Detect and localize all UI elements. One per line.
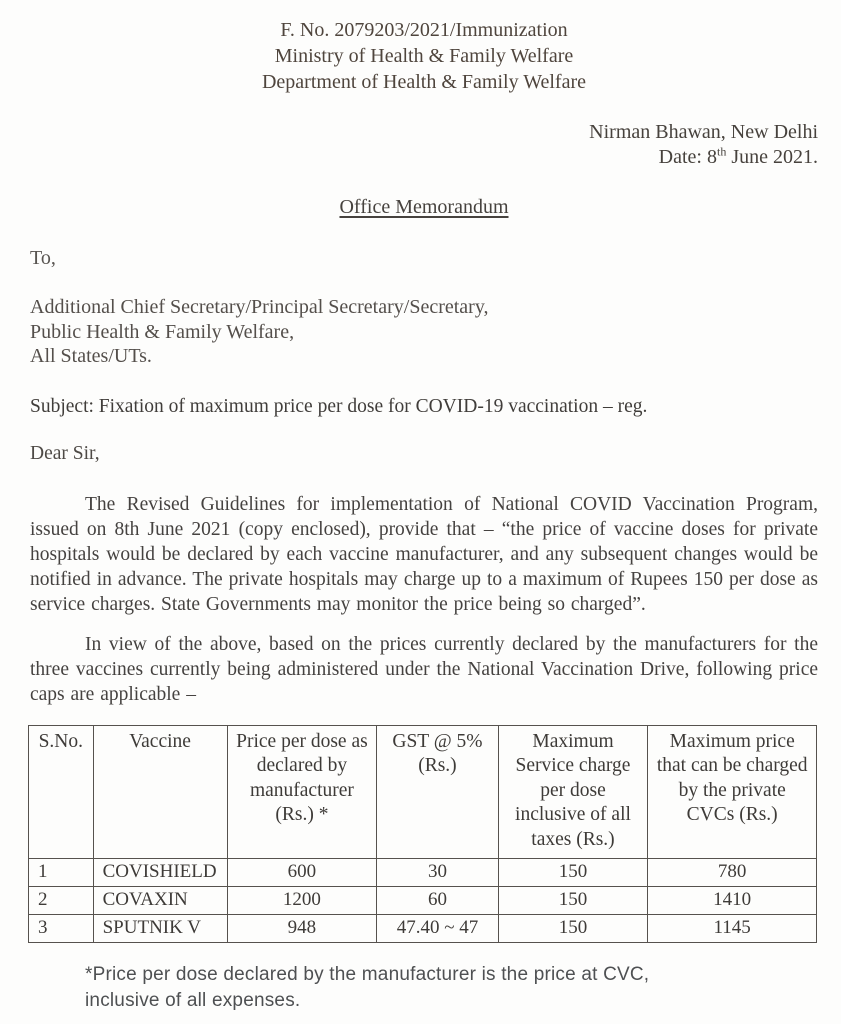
cell-vaccine: COVAXIN [93, 887, 227, 915]
subject-line: Subject: Fixation of maximum price per dose for COVID-19 vaccination – reg. [30, 395, 648, 417]
document-header [30, 17, 818, 95]
cell-price: 948 [227, 915, 377, 943]
to-label: To, [30, 247, 56, 269]
cell-max-price: 780 [648, 859, 817, 887]
file-number: F. No. 2079203/2021/Immunization [280, 19, 568, 41]
header-gst: GST @ 5% (Rs.) [377, 725, 498, 859]
cell-service-charge: 150 [498, 859, 648, 887]
addressee-line: Public Health & Family Welfare, [30, 320, 295, 343]
date-line [30, 145, 818, 170]
header-price-per-dose: Price per dose as declared by manufacturer (Rs.) * [227, 725, 377, 859]
footnote-line: *Price per dose declared by the manufacturer is the price at CVC, [85, 964, 650, 985]
cell-max-price: 1145 [648, 915, 817, 943]
cell-gst: 60 [377, 887, 498, 915]
cell-gst: 47.40 ~ 47 [377, 915, 498, 943]
memo-title-text: Office Memorandum [339, 196, 509, 218]
date-suffix: June 2021. [726, 146, 818, 168]
body-paragraph-2: In view of the above, based on the prices currently declared by the manufacturers for the three vaccines currently being administered under the National Vaccination Drive, following price caps are applicable – [30, 633, 818, 705]
footnote-line: inclusive of all expenses. [85, 990, 301, 1011]
cell-service-charge: 150 [498, 915, 648, 943]
table-row [29, 887, 817, 915]
addressee-block [30, 295, 818, 369]
table-row [29, 859, 817, 887]
header-sno: S.No. [29, 725, 94, 859]
place-line: Nirman Bhawan, New Delhi [589, 121, 818, 143]
ministry-name: Ministry of Health & Family Welfare [274, 45, 574, 67]
salutation: Dear Sir, [30, 442, 100, 464]
place-date-block [30, 120, 818, 170]
table-row [29, 915, 817, 943]
header-max-price: Maximum price that can be charged by the private CVCs (Rs.) [648, 725, 817, 859]
body-paragraph-1: The Revised Guidelines for implementation of National COVID Vaccination Program, issued on 8th June 2021 (copy enclosed), provide that – “the price of vaccine doses for private hospitals would be declared by each vaccine manufacturer, and any subsequent changes would be notified in advance. The private hospitals may charge up to a maximum of Rupees 150 per dose as service charges. State Governments may monitor the price being so charged”. [30, 493, 818, 615]
vaccine-price-table [28, 725, 817, 944]
cell-price: 600 [227, 859, 377, 887]
cell-max-price: 1410 [648, 887, 817, 915]
cell-sno: 1 [29, 859, 94, 887]
addressee-line: Additional Chief Secretary/Principal Secretary/Secretary, [30, 296, 489, 318]
addressee-line: All States/UTs. [30, 345, 152, 367]
cell-vaccine: COVISHIELD [93, 859, 227, 887]
table-header-row [29, 725, 817, 859]
cell-gst: 30 [377, 859, 498, 887]
header-service-charge: Maximum Service charge per dose inclusive of all taxes (Rs.) [498, 725, 648, 859]
memo-title [30, 196, 818, 219]
price-footnote [85, 962, 818, 1014]
department-name: Department of Health & Family Welfare [261, 71, 587, 93]
cell-service-charge: 150 [498, 887, 648, 915]
header-vaccine: Vaccine [93, 725, 227, 859]
cell-price: 1200 [227, 887, 377, 915]
cell-vaccine: SPUTNIK V [93, 915, 227, 943]
cell-sno: 2 [29, 887, 94, 915]
cell-sno: 3 [29, 915, 94, 943]
date-ordinal-suffix: th [716, 144, 727, 159]
date-prefix: Date: 8 [658, 146, 717, 168]
